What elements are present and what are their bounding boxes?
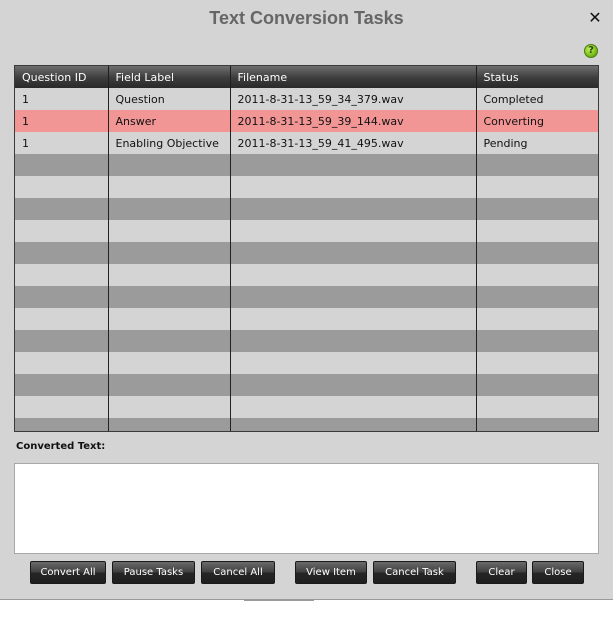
column-header-field-label[interactable]: Field Label [108,66,230,88]
cancel-task-button[interactable]: Cancel Task [373,561,456,584]
pause-tasks-button[interactable]: Pause Tasks [112,561,195,584]
empty-cell [230,154,476,431]
help-icon[interactable]: ? [584,44,598,58]
cell-status: Pending [483,136,528,150]
cell-filename: 2011-8-31-13_59_34_379.wav [230,88,476,110]
converted-text-area[interactable] [14,463,599,554]
empty-cell [15,154,108,431]
view-item-button[interactable]: View Item [295,561,367,584]
clear-button[interactable]: Clear [476,561,527,584]
cell-field-label: Answer [108,110,230,132]
cell-field-label: Enabling Objective [108,132,230,154]
column-header-filename[interactable]: Filename [230,66,476,88]
column-header-question-id[interactable]: Question ID [15,66,108,88]
cell-status: Completed [483,92,544,106]
converted-text-label: Converted Text: [16,441,106,452]
cell-filename: 2011-8-31-13_59_41_495.wav [230,132,476,154]
tasks-table [15,66,598,431]
close-icon[interactable]: ✕ [588,8,602,27]
empty-cell [108,154,230,431]
window-edge-divider [244,600,314,601]
cell-status: Converting [476,110,598,132]
tasks-grid [14,65,599,432]
table-row-selected[interactable] [15,110,598,132]
cell-filename: 2011-8-31-13_59_39_144.wav [230,110,476,132]
table-row[interactable] [15,88,598,110]
column-header-status[interactable]: Status [476,66,598,88]
table-row[interactable] [15,132,598,154]
convert-all-button[interactable]: Convert All [30,561,106,584]
dialog-title: Text Conversion Tasks [209,8,404,28]
cancel-all-button[interactable]: Cancel All [201,561,275,584]
grid-header-row [15,66,598,88]
empty-cell [476,154,598,431]
cell-field-label: Question [108,88,230,110]
cell-question-id: 1 [15,132,108,154]
empty-grid-area [15,154,598,431]
cell-question-id: 1 [15,110,108,132]
cell-question-id: 1 [15,88,108,110]
close-button[interactable]: Close [532,561,584,584]
